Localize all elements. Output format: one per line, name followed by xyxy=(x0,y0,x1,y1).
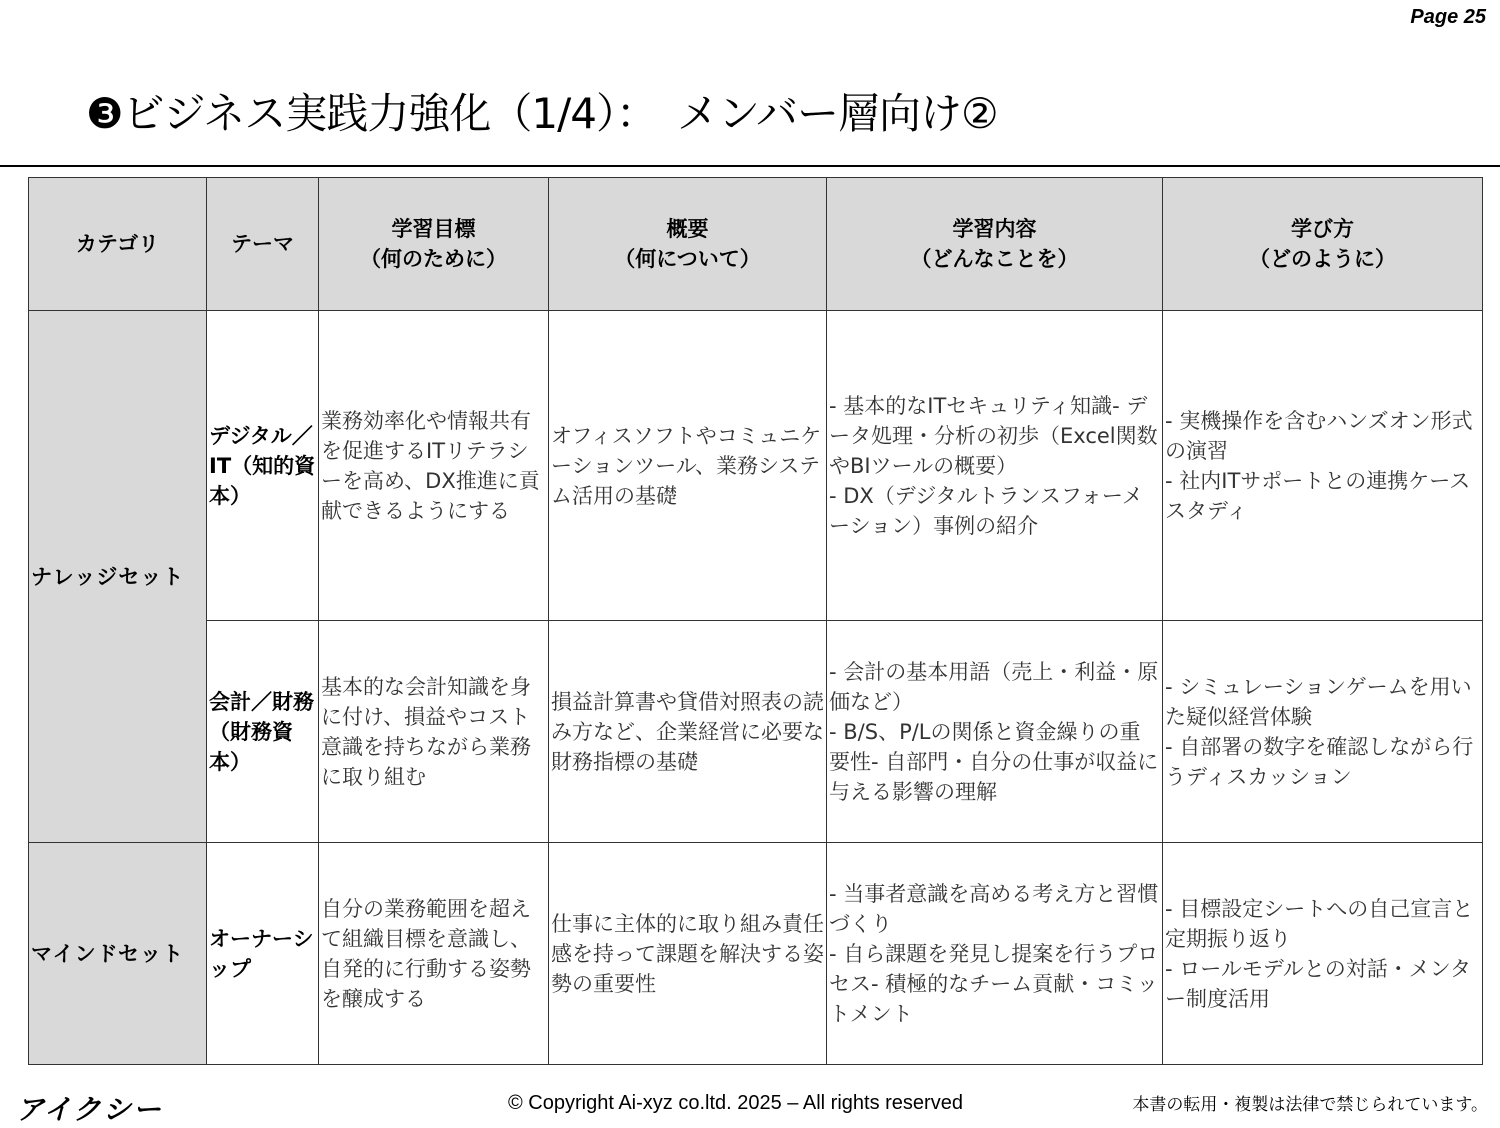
goal-cell: 業務効率化や情報共有を促進するITリテラシーを高め、DX推進に貢献できるようにする xyxy=(319,311,549,621)
table-row xyxy=(29,311,1483,621)
header-goal-sub: （何のために） xyxy=(360,247,507,271)
overview-cell: 仕事に主体的に取り組み責任感を持って課題を解決する姿勢の重要性 xyxy=(549,843,827,1065)
header-overview-sub: （何について） xyxy=(614,247,761,271)
method-cell: - シミュレーションゲームを用いた疑似経営体験 - 自部署の数字を確認しながら行うディスカッション xyxy=(1163,621,1483,843)
title-divider xyxy=(0,165,1500,167)
header-overview-title: 概要 xyxy=(666,217,709,241)
company-logo: アイクシー xyxy=(16,1093,163,1126)
header-category: カテゴリ xyxy=(29,178,207,311)
theme-cell: デジタル／IT（知的資本） xyxy=(207,311,319,621)
header-method xyxy=(1163,178,1483,311)
content-cell: - 基本的なITセキュリティ知識- データ処理・分析の初歩（Excel関数やBIツールの概要） - DX（デジタルトランスフォーメーション）事例の紹介 xyxy=(827,311,1163,621)
header-content-sub: （どんなことを） xyxy=(910,247,1079,271)
theme-cell: 会計／財務（財務資本） xyxy=(207,621,319,843)
method-cell: - 実機操作を含むハンズオン形式の演習 - 社内ITサポートとの連携ケーススタディ xyxy=(1163,311,1483,621)
content-cell: - 当事者意識を高める考え方と習慣づくり - 自ら課題を発見し提案を行うプロセス- 積極的なチーム貢献・コミットメント xyxy=(827,843,1163,1065)
table-row xyxy=(29,621,1483,843)
overview-cell: オフィスソフトやコミュニケーションツール、業務システム活用の基礎 xyxy=(549,311,827,621)
page-title: ❸ビジネス実践力強化（1/4）： メンバー層向け② xyxy=(86,89,998,138)
header-goal-title: 学習目標 xyxy=(391,217,476,241)
category-knowledge: ナレッジセット xyxy=(29,311,207,843)
header-theme: テーマ xyxy=(207,178,319,311)
header-method-sub: （どのように） xyxy=(1249,247,1396,271)
header-content xyxy=(827,178,1163,311)
reproduction-notice: 本書の転用・複製は法律で禁じられています。 xyxy=(1132,1095,1488,1115)
curriculum-table xyxy=(28,177,1483,1065)
theme-cell: オーナーシップ xyxy=(207,843,319,1065)
header-goal xyxy=(319,178,549,311)
goal-cell: 基本的な会計知識を身に付け、損益やコスト意識を持ちながら業務に取り組む xyxy=(319,621,549,843)
goal-cell: 自分の業務範囲を超えて組織目標を意識し、自発的に行動する姿勢を醸成する xyxy=(319,843,549,1065)
copyright-text: © Copyright Ai-xyz co.ltd. 2025 – All rights reserved xyxy=(508,1092,963,1114)
header-method-title: 学び方 xyxy=(1291,217,1354,241)
table-row xyxy=(29,843,1483,1065)
category-mindset: マインドセット xyxy=(29,843,207,1065)
overview-cell: 損益計算書や貸借対照表の読み方など、企業経営に必要な財務指標の基礎 xyxy=(549,621,827,843)
page-number: Page 25 xyxy=(1410,6,1486,28)
method-cell: - 目標設定シートへの自己宣言と定期振り返り - ロールモデルとの対話・メンター制度活用 xyxy=(1163,843,1483,1065)
header-overview xyxy=(549,178,827,311)
header-content-title: 学習内容 xyxy=(952,217,1037,241)
content-cell: - 会計の基本用語（売上・利益・原価など） - B/S、P/Lの関係と資金繰りの重要性- 自部門・自分の仕事が収益に与える影響の理解 xyxy=(827,621,1163,843)
header-row xyxy=(29,178,1483,311)
